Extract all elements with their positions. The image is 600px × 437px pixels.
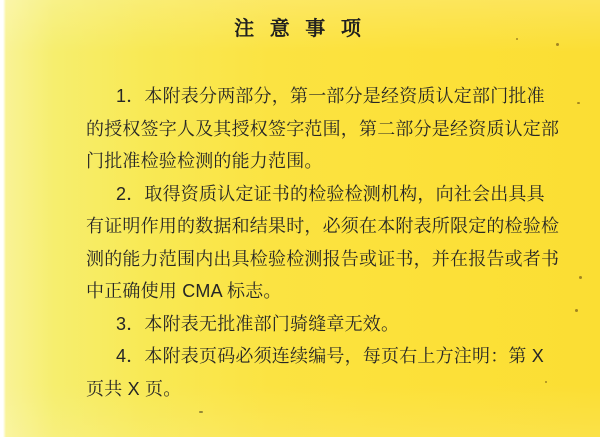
body-line: 门批准检验检测的能力范围。 — [86, 151, 323, 171]
body-line: 页共 X 页。 — [86, 378, 182, 399]
body-line: 1．本附表分两部分，第一部分是经资质认定部门批准 — [116, 86, 545, 106]
body-line: 有证明作用的数据和结果时，必须在本附表所限定的检验检 — [86, 216, 560, 236]
notice-body — [0, 80, 600, 405]
scan-speck — [556, 43, 559, 46]
body-line: 3．本附表无批准部门骑缝章无效。 — [116, 313, 400, 334]
scan-speck — [199, 411, 203, 413]
body-line: 测的能力范围内出具检验检测报告或证书，并在报告或者书 — [86, 248, 560, 269]
body-line: 4．本附表页码必须连续编号，每页右上方注明：第 X — [116, 346, 545, 366]
body-line: 的授权签字人及其授权签字范围，第二部分是经资质认定部 — [86, 118, 560, 139]
body-line: 2．取得资质认定证书的检验检测机构，向社会出具具 — [116, 183, 545, 204]
body-line: 中正确使用 CMA 标志。 — [86, 281, 282, 301]
page-title: 注 意 事 项 — [234, 18, 366, 40]
